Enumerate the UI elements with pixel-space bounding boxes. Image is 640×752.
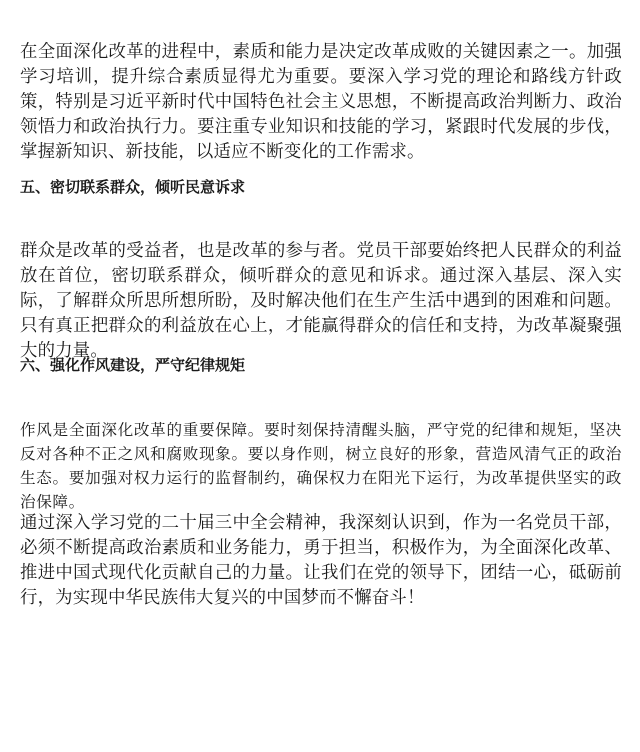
section-heading-6: 六、强化作风建设，严守纪律规矩 <box>20 356 246 374</box>
section-heading-5: 五、密切联系群众，倾听民意诉求 <box>20 178 246 196</box>
paragraph-conclusion: 通过深入学习党的二十届三中全会精神，我深刻认识到，作为一名党员干部，必须不断提高政治素质和业务能力，勇于担当，积极作为，为全面深化改革、推进中国式现代化贡献自己的力量。让我们在党的领导下，团结一心，砥砺前行，为实现中华民族伟大复兴的中国梦而不懈奋斗！ <box>20 513 622 608</box>
paragraph-study-training: 在全面深化改革的进程中，素质和能力是决定改革成败的关键因素之一。加强学习培训，提升综合素质显得尤为重要。要深入学习党的理论和路线方针政策，特别是习近平新时代中国特色社会主义思想，不断提高政治判断力、政治领悟力和政治执行力。要注重专业知识和技能的学习，紧跟时代发展的步伐，掌握新知识、新技能，以适应不断变化的工作需求。 <box>20 42 622 162</box>
paragraph-masses: 群众是改革的受益者，也是改革的参与者。党员干部要始终把人民群众的利益放在首位，密切联系群众，倾听群众的意见和诉求。通过深入基层、深入实际，了解群众所思所想所盼，及时解决他们在生产生活中遇到的困难和问题。只有真正把群众的利益放在心上，才能赢得群众的信任和支持，为改革凝聚强大的力量。 <box>20 241 622 361</box>
paragraph-work-style: 作风是全面深化改革的重要保障。要时刻保持清醒头脑，严守党的纪律和规矩，坚决反对各种不正之风和腐败现象。要以身作则，树立良好的形象，营造风清气正的政治生态。要加强对权力运行的监督制约，确保权力在阳光下运行，为改革提供坚实的政治保障。 <box>20 421 622 511</box>
